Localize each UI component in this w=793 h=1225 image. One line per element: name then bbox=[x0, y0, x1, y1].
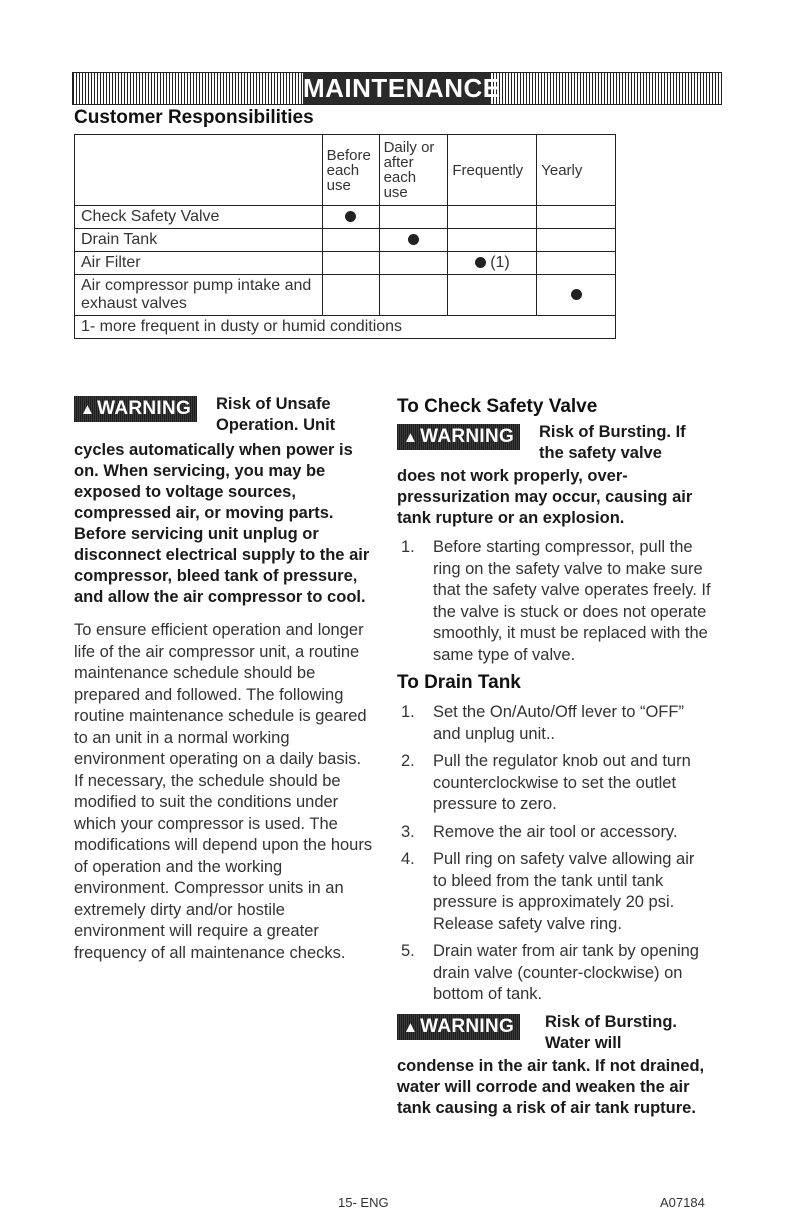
table-row bbox=[75, 252, 616, 275]
schedule-cell bbox=[448, 229, 537, 252]
table-footnote: 1- more frequent in dusty or humid conditions bbox=[75, 316, 616, 339]
table-header-cell: Before each use bbox=[322, 135, 379, 206]
document-code: A07184 bbox=[660, 1195, 705, 1210]
schedule-cell bbox=[537, 275, 616, 316]
list-item bbox=[397, 702, 711, 745]
schedule-cell bbox=[448, 275, 537, 316]
schedule-cell bbox=[537, 206, 616, 229]
table-footnote-row bbox=[75, 316, 616, 339]
page-number: 15- ENG bbox=[338, 1195, 389, 1210]
step-number: 5. bbox=[401, 942, 415, 960]
drain-tank-steps bbox=[397, 702, 711, 1006]
schedule-cell bbox=[379, 275, 448, 316]
step-text: Drain water from air tank by opening drain valve (counter-clockwise) on bottom of tank. bbox=[433, 942, 699, 1003]
table-header-cell: Yearly bbox=[537, 135, 616, 206]
warning-badge bbox=[397, 424, 520, 450]
check-valve-title: To Check Safety Valve bbox=[397, 396, 598, 417]
bullet-icon bbox=[475, 257, 486, 268]
check-valve-warning-head bbox=[397, 422, 711, 466]
list-item bbox=[397, 941, 711, 1006]
maintenance-schedule-table bbox=[74, 134, 616, 339]
schedule-cell bbox=[322, 229, 379, 252]
schedule-cell bbox=[448, 252, 537, 275]
warning-triangle-icon: ▲ bbox=[403, 1018, 419, 1036]
step-number: 2. bbox=[401, 752, 415, 770]
left-warning-lead: Risk of Unsafe Operation. Unit bbox=[216, 395, 336, 434]
schedule-cell bbox=[322, 275, 379, 316]
table-header-row bbox=[75, 135, 616, 206]
table-header-cell: Daily or after each use bbox=[379, 135, 448, 206]
footnote-ref: (1) bbox=[490, 254, 510, 271]
list-item bbox=[397, 537, 711, 666]
schedule-cell bbox=[379, 206, 448, 229]
step-number: 1. bbox=[401, 703, 415, 721]
left-column bbox=[74, 396, 374, 964]
list-item bbox=[397, 751, 711, 816]
step-text: Before starting compressor, pull the ring on the safety valve to make sure that the safety valve operates freely. If the valve is stuck or does not operate smoothly, it must be replaced with the same type of valve. bbox=[433, 538, 711, 664]
check-valve-warning-lead: Risk of Bursting. If the safety valve bbox=[539, 423, 686, 462]
check-valve-steps bbox=[397, 537, 711, 666]
table-header-cell: Frequently bbox=[448, 135, 537, 206]
step-text: Set the On/Auto/Off lever to “OFF” and unplug unit.. bbox=[433, 703, 684, 743]
warning-badge bbox=[397, 1014, 520, 1040]
warning-badge bbox=[74, 396, 197, 422]
list-item bbox=[397, 849, 711, 935]
warning-triangle-icon: ▲ bbox=[80, 401, 96, 418]
bullet-icon bbox=[345, 211, 356, 222]
right-column bbox=[397, 396, 711, 1119]
schedule-cell bbox=[537, 229, 616, 252]
warning-badge-label: WARNING bbox=[97, 398, 192, 419]
drain-warning-body: condense in the air tank. If not drained, water will corrode and weaken the air tank causing a risk of air tank rupture. bbox=[397, 1056, 705, 1117]
schedule-cell bbox=[448, 206, 537, 229]
table-row bbox=[75, 229, 616, 252]
table-header-cell bbox=[75, 135, 323, 206]
schedule-cell bbox=[537, 252, 616, 275]
row-label: Check Safety Valve bbox=[75, 206, 323, 229]
row-label: Air Filter bbox=[75, 252, 323, 275]
left-warning-body: cycles automatically when power is on. When servicing, you may be exposed to voltage sources, compressed air, or moving parts. Before servicing unit unplug or disconnect electrical supply to the air compressor, bleed tank of pressure, and allow the air compressor to cool. bbox=[74, 441, 370, 606]
step-text: Remove the air tool or accessory. bbox=[433, 822, 678, 841]
drain-warning-lead: Risk of Bursting. Water will bbox=[545, 1012, 678, 1052]
row-label: Drain Tank bbox=[75, 229, 323, 252]
page-title: MAINTENANCE bbox=[303, 73, 501, 103]
maintenance-banner bbox=[72, 72, 722, 105]
table-row bbox=[75, 206, 616, 229]
schedule-cell bbox=[379, 252, 448, 275]
step-number: 1. bbox=[401, 538, 415, 556]
bullet-icon bbox=[408, 234, 419, 245]
schedule-cell bbox=[322, 206, 379, 229]
check-valve-warning-body: does not work properly, over-pressurization may occur, causing air tank rupture or an explosion. bbox=[397, 467, 693, 527]
step-number: 4. bbox=[401, 850, 415, 868]
left-warning-head bbox=[74, 396, 374, 440]
left-paragraph: To ensure efficient operation and longer life of the air compressor unit, a routine maintenance schedule should be prepared and followed. The following routine maintenance schedule is geared to an unit in a normal working environment operating on a daily basis. If necessary, the schedule should be modified to suit the conditions under which your compressor is used. The modifications will depend upon the hours of operation and the working environment. Compressor units in an extremely dirty and/or hostile environment will require a greater frequency of all maintenance checks. bbox=[74, 621, 373, 962]
row-label: Air compressor pump intake and exhaust valves bbox=[75, 275, 323, 316]
drain-warning-head bbox=[397, 1012, 711, 1056]
warning-triangle-icon: ▲ bbox=[403, 429, 419, 446]
step-text: Pull the regulator knob out and turn counterclockwise to set the outlet pressure to zero. bbox=[433, 752, 691, 813]
list-item bbox=[397, 822, 711, 844]
schedule-cell bbox=[322, 252, 379, 275]
warning-badge-label: WARNING bbox=[420, 1015, 515, 1037]
responsibilities-title: Customer Responsibilities bbox=[74, 107, 314, 128]
drain-tank-title: To Drain Tank bbox=[397, 672, 521, 693]
schedule-cell bbox=[379, 229, 448, 252]
table-row bbox=[75, 275, 616, 316]
step-text: Pull ring on safety valve allowing air to bleed from the tank until tank pressure is approximately 20 psi. Release safety valve ring. bbox=[433, 850, 695, 933]
bullet-icon bbox=[571, 289, 582, 300]
step-number: 3. bbox=[401, 822, 415, 841]
warning-badge-label: WARNING bbox=[420, 426, 515, 447]
